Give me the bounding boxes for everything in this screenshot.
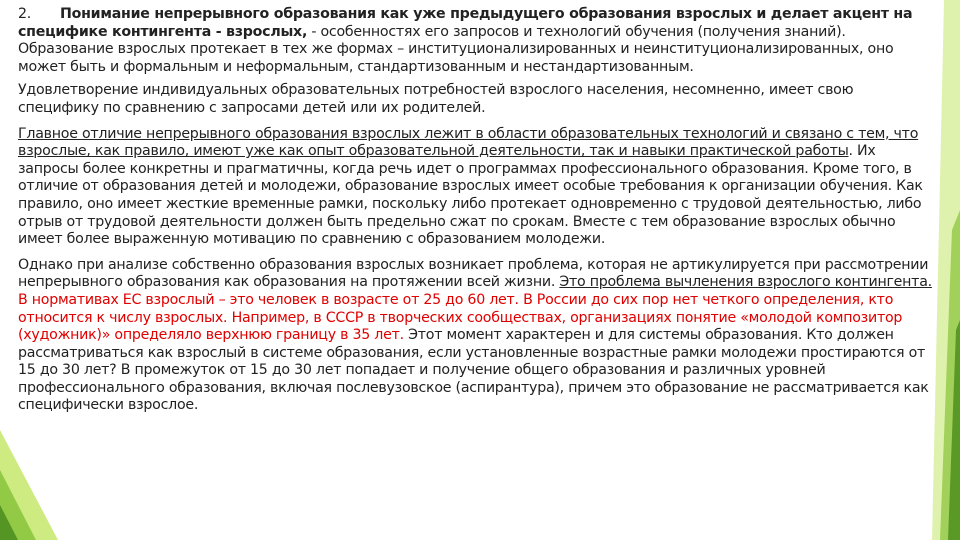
paragraph-2-text: Удовлетворение индивидуальных образовательных потребностей взрослого населения, несомненно, имеет свою специфику по сравнению с запросами детей или их родителей. xyxy=(18,82,854,116)
paragraph-4 xyxy=(18,257,933,415)
paragraph-4-red-highlight: В нормативах ЕС взрослый – это человек в возрасте от 25 до 60 лет. В России до сих пор нет четкого определения, кто относится к числу взрослых. Например, в СССР в творческих сообществах, организациях понятие «молодой композитор (художник)» определяло верхнюю границу в 35 лет. xyxy=(18,291,903,344)
paragraph-1-text: - особенностях его запросов и технологий обучения (получения знаний). Образование взрослых протекает в тех же формах – институционализированных и неинституционализированных, оно может быть и формальным и неформальным, стандартизованным и нестандартизованным. xyxy=(18,23,894,75)
paragraph-4-text-end: Этот момент характерен и для системы образования. Кто должен рассматриваться как взрослый в системе образования, если установленные возрастные рамки молодежи простираются от 15 до 30 лет? В промежуток от 15 до 30 лет попадает и получение общего образования и различных уровней профессионального образования, включая послевузовское (аспирантура), причем это образование не рассматривается как специфически взрослое. xyxy=(18,327,929,414)
paragraph-2 xyxy=(18,82,933,117)
paragraph-4-text-start: Однако при анализе собственно образования взрослых возникает проблема, которая не артикулируется при рассмотрении непрерывного образования как образования на протяжении всей жизни. xyxy=(18,256,929,291)
item-number: 2. xyxy=(18,6,32,22)
paragraph-1 xyxy=(18,6,933,76)
paragraph-4-underlined: Это проблема вычленения взрослого контингента. xyxy=(559,274,932,291)
paragraph-3-underlined-lead: Главное отличие непрерывного образования взрослых лежит в области образовательных технологий и связано с тем, что взрослые, как правило, имеют уже как опыт образовательной деятельности, так и навыки практической работы xyxy=(18,125,919,160)
paragraph-3 xyxy=(18,126,933,249)
paragraph-3-text: . Их запросы более конкретны и прагматичны, когда речь идет о программах профессионального образования. Кроме того, в отличие от образования детей и молодежи, образование взрослых имеет особые требования к организации обучения. Как правило, оно имеет жесткие временные рамки, поскольку либо протекает одновременно с трудовой деятельностью, либо отрыв от трудовой деятельности должен быть предельно сжат по срокам. Вместе с тем образование взрослых обычно имеет более выраженную мотивацию по сравнению с образованием молодежи. xyxy=(18,143,923,248)
paragraph-1-bold-lead: Понимание непрерывного образования как уже предыдущего образования взрослых и делает акцент на специфике контингента - взрослых, xyxy=(18,6,913,40)
slide-content xyxy=(18,6,933,423)
